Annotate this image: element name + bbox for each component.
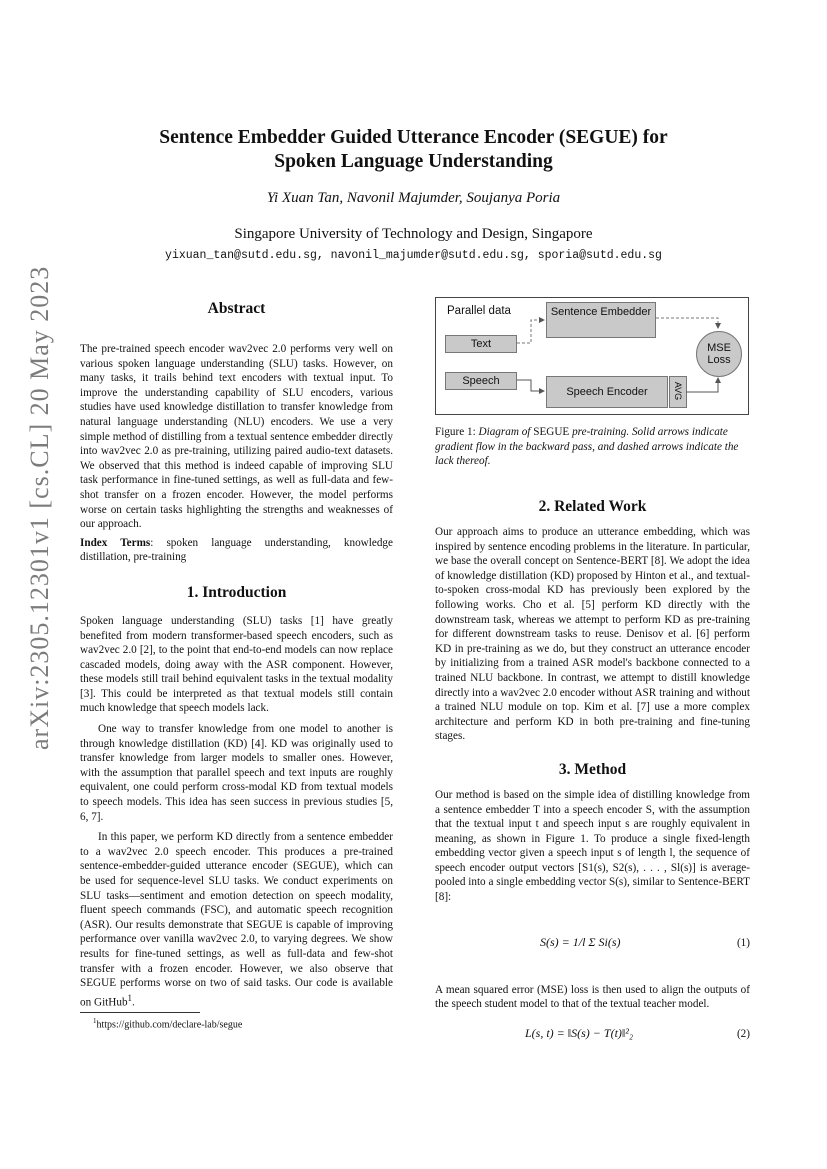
intro-p3-end: . xyxy=(132,996,135,1009)
intro-p3-text-b: ), which can be used for sequence-level SLU tasks. We conduct experiments on SLU tasks—sentiment and emotion detection on speech modality, fluent speech commands (FSC), and automatic speech recognition (ASR). Our results demonstrate that xyxy=(80,860,394,931)
related-work-heading: 2. Related Work xyxy=(538,498,647,515)
segue-name: SEGUE xyxy=(296,860,333,873)
speech-to-encoder-arrow xyxy=(517,380,544,391)
related-work-body xyxy=(435,525,750,744)
index-terms xyxy=(80,536,393,565)
intro-p3-text-a: In this paper, we perform KD directly from a sentence embedder to a wav2vec 2.0 speech encoder. This produces a pre-trained sentence-embedder-guided utterance encoder ( xyxy=(80,831,393,873)
figure-1-diagram xyxy=(435,297,749,415)
left-column xyxy=(80,300,393,1010)
intro-paragraph-3 xyxy=(80,830,393,1010)
abstract xyxy=(80,342,393,565)
index-terms-text: : spoken language understanding, knowledge distillation, pre-training xyxy=(80,536,393,564)
equation-1-number: (1) xyxy=(736,936,750,949)
caption-text-b: pre-training. Solid arrows indicate gradient flow in the backward pass, and dashed arrows indicate the lack thereof. xyxy=(435,426,739,468)
sentence-embedder-box: Sentence Embedder xyxy=(546,302,656,338)
text-box: Text xyxy=(445,335,517,353)
intro-paragraph-1: Spoken language understanding (SLU) tasks [1] have greatly benefited from modern transformer-based speech encoders, such as wav2vec 2.0 [2], to the point that end-to-end models can now replace cascaded models, doing away with the ASR component. However, these models still trail behind equivalent tasks in the textual modality [3]. This could be interpreted as that textual models still contain much knowledge that speech models lack. xyxy=(80,614,393,715)
paper-title xyxy=(0,126,827,174)
avg-to-loss-arrow xyxy=(686,378,718,392)
equation-1-row xyxy=(435,917,750,975)
footnote-url[interactable]: https://github.com/declare-lab/segue xyxy=(96,1019,243,1031)
right-column xyxy=(435,498,750,1046)
intro-p3-text-d: performs worse on two of said tasks. Our code is available on GitHub xyxy=(80,977,393,1009)
index-terms-label: Index Terms xyxy=(80,536,151,549)
figure-arrows xyxy=(436,298,748,414)
footnote-number: 1 xyxy=(93,1017,97,1025)
method-paragraph-1: Our method is based on the simple idea of distilling knowledge from a sentence embedder T into a speech encoder S, with the assumption that the textual input t and speech input s are roughly equivalent in meaning, as shown in Figure 1. To produce a single fixed-length embedding vector given a speech input s of length l, the sequence of speech encoder output vectors [S1(s), S2(s), . . . , Sl(s)] is average-pooled into a single embedding vector S(s), similar to Sentence-BERT [8]: xyxy=(435,788,750,904)
segue-name: SEGUE xyxy=(533,426,570,438)
caption-text-a: Diagram of xyxy=(478,426,534,438)
title-line-1: Sentence Embedder Guided Utterance Encoder (SEGUE) for xyxy=(159,127,668,148)
footnote-marker: 1 xyxy=(127,992,133,1003)
equation-1: S(s) = 1/l Σ Si(s) xyxy=(540,934,621,949)
parallel-data-label: Parallel data xyxy=(447,305,511,317)
footnote-rule xyxy=(80,1012,200,1013)
method-heading: 3. Method xyxy=(558,760,627,778)
intro-heading: 1. Introduction xyxy=(186,583,287,601)
intro-p3-text-c: is capable of improving performance over vanilla wav2vec 2.0, to varying degrees. We show results for fine-tuned settings, as well as full-data and few-shot transfer with a frozen encoder. However, we also observe that xyxy=(80,918,393,975)
emails: yixuan_tan@sutd.edu.sg, navonil_majumder@sutd.edu.sg, sporia@sutd.edu.sg xyxy=(165,249,662,262)
avg-label: AVG xyxy=(673,381,683,401)
equation-2-number: (2) xyxy=(736,1027,750,1040)
footnote xyxy=(93,1017,242,1030)
segue-name: SEGUE xyxy=(246,918,283,931)
speech-box: Speech xyxy=(445,372,517,390)
method-body-2 xyxy=(435,983,750,1012)
intro-body xyxy=(80,614,393,1010)
arxiv-identifier: arXiv:2305.12301v1 [cs.CL] 20 May 2023 xyxy=(25,265,54,750)
mse-loss-label: MSE Loss xyxy=(707,342,731,366)
abstract-heading: Abstract xyxy=(207,300,266,317)
equation-2: L(s, t) = ‖S(s) − T(t)‖²₂ xyxy=(525,1025,634,1040)
segue-name: SEGUE xyxy=(80,977,117,990)
equation-2-row xyxy=(435,1018,750,1046)
affiliation: Singapore University of Technology and Design, Singapore xyxy=(234,226,593,242)
related-work-text: Our approach aims to produce an utterance embedding, which was inspired by sentence encoding problems in the literature. In particular, we base the overall concept on Sentence-BERT [8]. We adopt the idea of knowledge distillation (KD) proposed by Hinton et al., and textual-to-spoken cross-modal KD has previously been explored by the following works. Cho et al. [5] perform KD directly with the downstream task, whereas we attempt to perform KD as pre-training for different downstream tasks to reuse. Denisov et al. [6] perform KD in pre-training as we do, but they construct an utterance encoder by initializing from a trained ASR model's backbone connected to a trained NLU backbone. In contrast, we attempt to distill knowledge directly into a wav2vec 2.0 encoder without ASR training and without a trained NLU module on top. Kim et al. [7] use a more complex architecture and perform KD in both pre-training and fine-tuning stages. xyxy=(435,526,750,743)
abstract-text: The pre-trained speech encoder wav2vec 2.0 performs very well on various spoken language understanding (SLU) tasks. However, on many tasks, it trails behind text encoders with textual input. To improve the understanding capability of SLU encoders, various studies have used knowledge distillation to transfer knowledge from natural language understanding (NLU) encoders. We use a very simple method of distilling from a textual sentence embedder directly into wav2vec 2.0 as pre-training, utilizing paired audio-text datasets. We observed that this method is indeed capable of improving SLU task performance in fine-tuned settings, as well as full-data and few-shot transfer on a frozen encoder. However, the model performs worse on certain tasks highlighting the strengths and weaknesses of our approach. xyxy=(80,343,393,531)
method-body xyxy=(435,788,750,905)
title-line-2: Spoken Language Understanding xyxy=(274,151,553,172)
authors: Yi Xuan Tan, Navonil Majumder, Soujanya Poria xyxy=(266,190,561,206)
embedder-to-loss-arrow xyxy=(656,318,718,328)
intro-paragraph-2: One way to transfer knowledge from one model to another is through knowledge distillation (KD) [4]. KD was originally used to transfer knowledge from larger models to smaller ones. However, with the assumption that parallel speech and text inputs are roughly equivalent, one could perform cross-modal KD from textual models to speech models. This idea has seen success in previous studies [5, 6, 7]. xyxy=(80,723,393,823)
text-to-embedder-arrow xyxy=(517,320,544,343)
caption-label: Figure 1: xyxy=(435,426,479,438)
method-paragraph-2: A mean squared error (MSE) loss is then used to align the outputs of the speech student model to that of the textual teacher model. xyxy=(435,983,750,1011)
figure-1-caption xyxy=(435,425,750,469)
speech-encoder-box: Speech Encoder xyxy=(546,376,668,408)
